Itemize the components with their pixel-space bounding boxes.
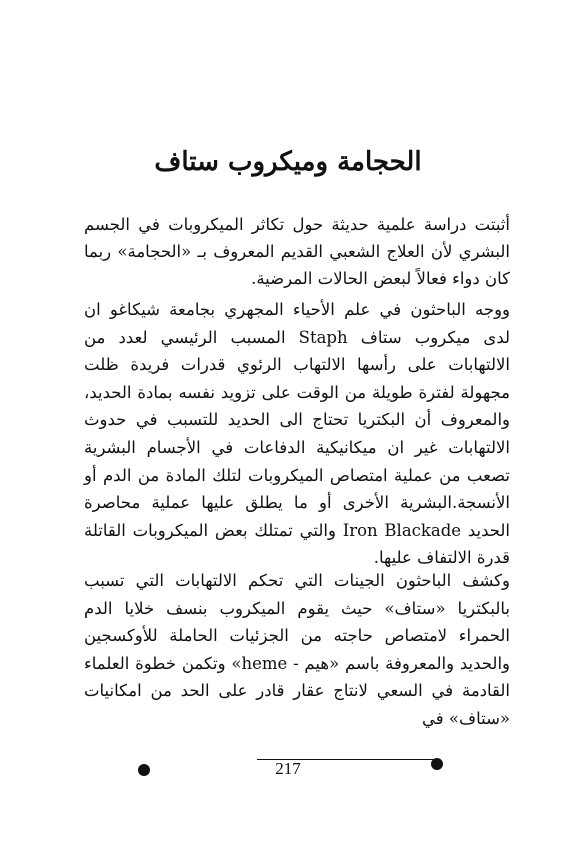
paragraph-intro: أثبتت دراسة علمية حديثة حول تكاثر الميكروبات في الجسم البشري لأن العلاج الشعبي القديم المعروف بـ «الحجامة» ربما كان دواء فعالاً لبعض الحالات المرضية. xyxy=(84,215,510,288)
article-title: الحجامة وميكروب ستاف xyxy=(154,147,422,177)
page-footer xyxy=(0,750,576,800)
paragraph-genes-discovery: وكشف الباحثون الجينات التي تحكم الالتهابات التي تسبب بالبكتريا «ستاف» حيث يقوم الميكروب بنسف خلايا الدم الحمراء لامتصاص حاجته من الجزئيات الحاملة للأوكسجين والحديد والمعروفة باسم «هيم - heme» وتكمن خطوة العلماء القادمة في السعي لانتاج عقار قادر على الحد من امكانيات «ستاف» في xyxy=(84,571,510,728)
footer-ornament-dot-left xyxy=(138,764,150,776)
footer-ornament-dot-right xyxy=(431,758,443,770)
paragraph-chicago-research: ووجه الباحثون في علم الأحياء المجهري بجامعة شيكاغو ان لدى ميكروب ستاف Staph المسبب الرئيسي لعدد من الالتهابات على رأسها الالتهاب الرئوي قدرات فريدة ظلت مجهولة لفترة طويلة من الوقت على تزويد نفسه بمادة الحديد، والمعروف أن البكتريا تحتاج الى الحديد للتسبب في حدوث الالتهابات غير ان ميكانيكية الدفاعات في الأجسام البشرية تصعب من عملية امتصاص الميكروبات لتلك المادة من الدم أو الأنسجة.البشرية الأخرى أو ما يطلق عليها عملية محاصرة الحديد Iron Blackade والتي تمتلك بعض الميكروبات القاتلة قدرة الالتفاف عليها. xyxy=(84,300,511,568)
page-number: 217 xyxy=(275,759,301,778)
